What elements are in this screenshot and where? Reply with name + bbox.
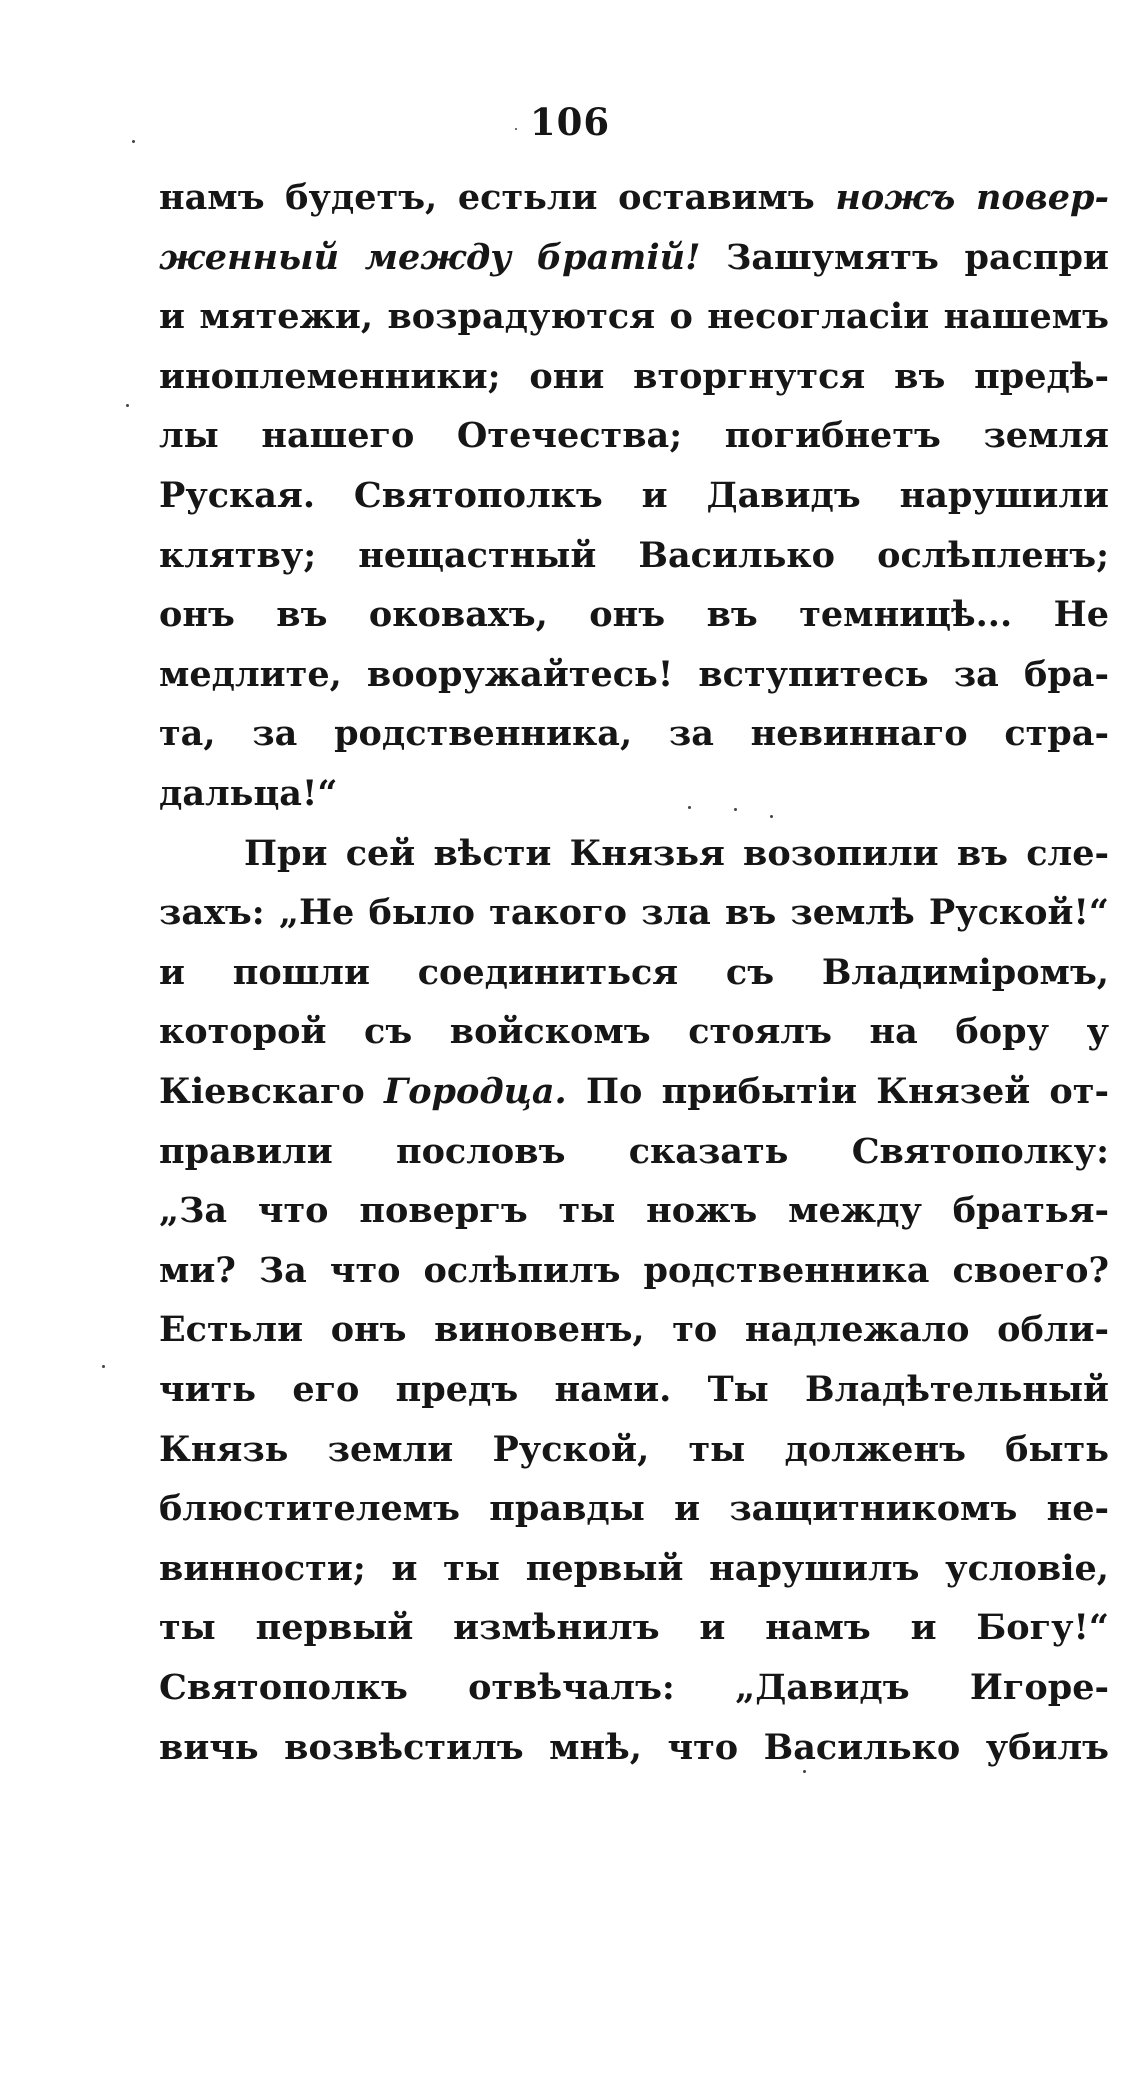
text-line [159, 945, 1109, 1001]
text-run: винности; и ты первый нарушилъ условіе, [159, 1547, 1109, 1589]
text-line [159, 1243, 1109, 1299]
text-run: та, за родственника, за невиннаго стра- [159, 713, 1109, 755]
text-run: Князь земли Руской, ты долженъ быть [159, 1428, 1109, 1470]
scan-speck [126, 404, 129, 407]
text-line [159, 170, 1109, 226]
text-run: и пошли соединиться съ Владиміромъ, [159, 951, 1109, 993]
scan-speck [102, 1365, 105, 1368]
text-line [159, 408, 1109, 464]
text-line [159, 1004, 1109, 1060]
text-run: чить его предъ нами. Ты Владѣтельный [159, 1369, 1109, 1410]
italic-text: Городца. [384, 1071, 567, 1112]
italic-text: ножъ повер- [835, 177, 1110, 218]
text-line [159, 1124, 1109, 1180]
text-line [159, 1720, 1109, 1776]
text-line [159, 647, 1109, 703]
text-run: иноплеменники; они вторгнутся въ предѣ- [159, 355, 1109, 397]
text-line [159, 1481, 1109, 1537]
text-run: ты первый измѣнилъ и намъ и Богу!“ [159, 1607, 1109, 1649]
text-run: Руская. Святополкъ и Давидъ нарушили [159, 475, 1109, 516]
text-line [159, 289, 1109, 345]
text-line [159, 1660, 1109, 1716]
text-run: лы нашего Отечества; погибнетъ земля [159, 415, 1109, 457]
text-run: ми? За что ослѣпилъ родственника своего? [159, 1249, 1109, 1291]
text-run: „За что повергъ ты ножъ между братья- [159, 1190, 1109, 1232]
scan-speck [132, 140, 135, 143]
text-line [159, 1064, 1109, 1120]
text-run: По прибытіи Князей от- [566, 1071, 1109, 1112]
scan-speck [734, 808, 737, 811]
text-run: клятву; нещастный Василько ослѣпленъ; [159, 534, 1109, 576]
text-run: онъ въ оковахъ, онъ въ темницѣ... Не [159, 594, 1109, 636]
text-run: Естьли онъ виновенъ, то надлежало обли- [159, 1309, 1109, 1351]
text-run: намъ будетъ, естьли оставимъ [159, 177, 836, 218]
text-line [159, 885, 1109, 941]
text-run: Зашумятъ распри [700, 236, 1109, 278]
text-line [159, 1422, 1109, 1478]
text-run: медлите, вооружайтесь! вступитесь за бра- [159, 653, 1109, 695]
scan-speck [770, 815, 773, 818]
text-line [159, 528, 1109, 584]
text-run: захъ: „Не было такого зла въ землѣ Руской!“ [159, 892, 1109, 934]
text-line [159, 766, 1109, 822]
text-run: которой съ войскомъ стоялъ на бору у [159, 1011, 1109, 1053]
text-line [159, 1302, 1109, 1358]
text-run: и мятежи, возрадуются о несогласіи нашемъ [159, 296, 1109, 338]
text-run: Кіевскаго [159, 1071, 385, 1112]
text-run: дальца!“ [159, 773, 338, 814]
text-line [159, 587, 1109, 643]
text-line [159, 1541, 1109, 1597]
page-number: 106 [529, 100, 611, 144]
text-line [159, 468, 1109, 524]
text-run: При сей вѣсти Князья возопили въ сле- [244, 832, 1109, 874]
text-line [159, 230, 1109, 286]
text-run: Святополкъ отвѣчалъ: „Давидъ Игоре- [159, 1667, 1109, 1708]
text-run: правили пословъ сказать Святополку: [159, 1130, 1109, 1172]
scan-speck [688, 806, 691, 809]
text-line [159, 706, 1109, 762]
text-run: вичь возвѣстилъ мнѣ, что Василько убилъ [159, 1726, 1109, 1768]
italic-text: женный между братій! [159, 236, 701, 278]
text-line [159, 1600, 1109, 1656]
scan-speck [515, 128, 517, 130]
text-line [159, 1183, 1109, 1239]
text-run: блюстителемъ правды и защитникомъ не- [159, 1488, 1109, 1530]
text-line [244, 826, 1109, 882]
text-line [159, 349, 1109, 405]
scan-speck [803, 1770, 806, 1773]
text-line [159, 1362, 1109, 1418]
